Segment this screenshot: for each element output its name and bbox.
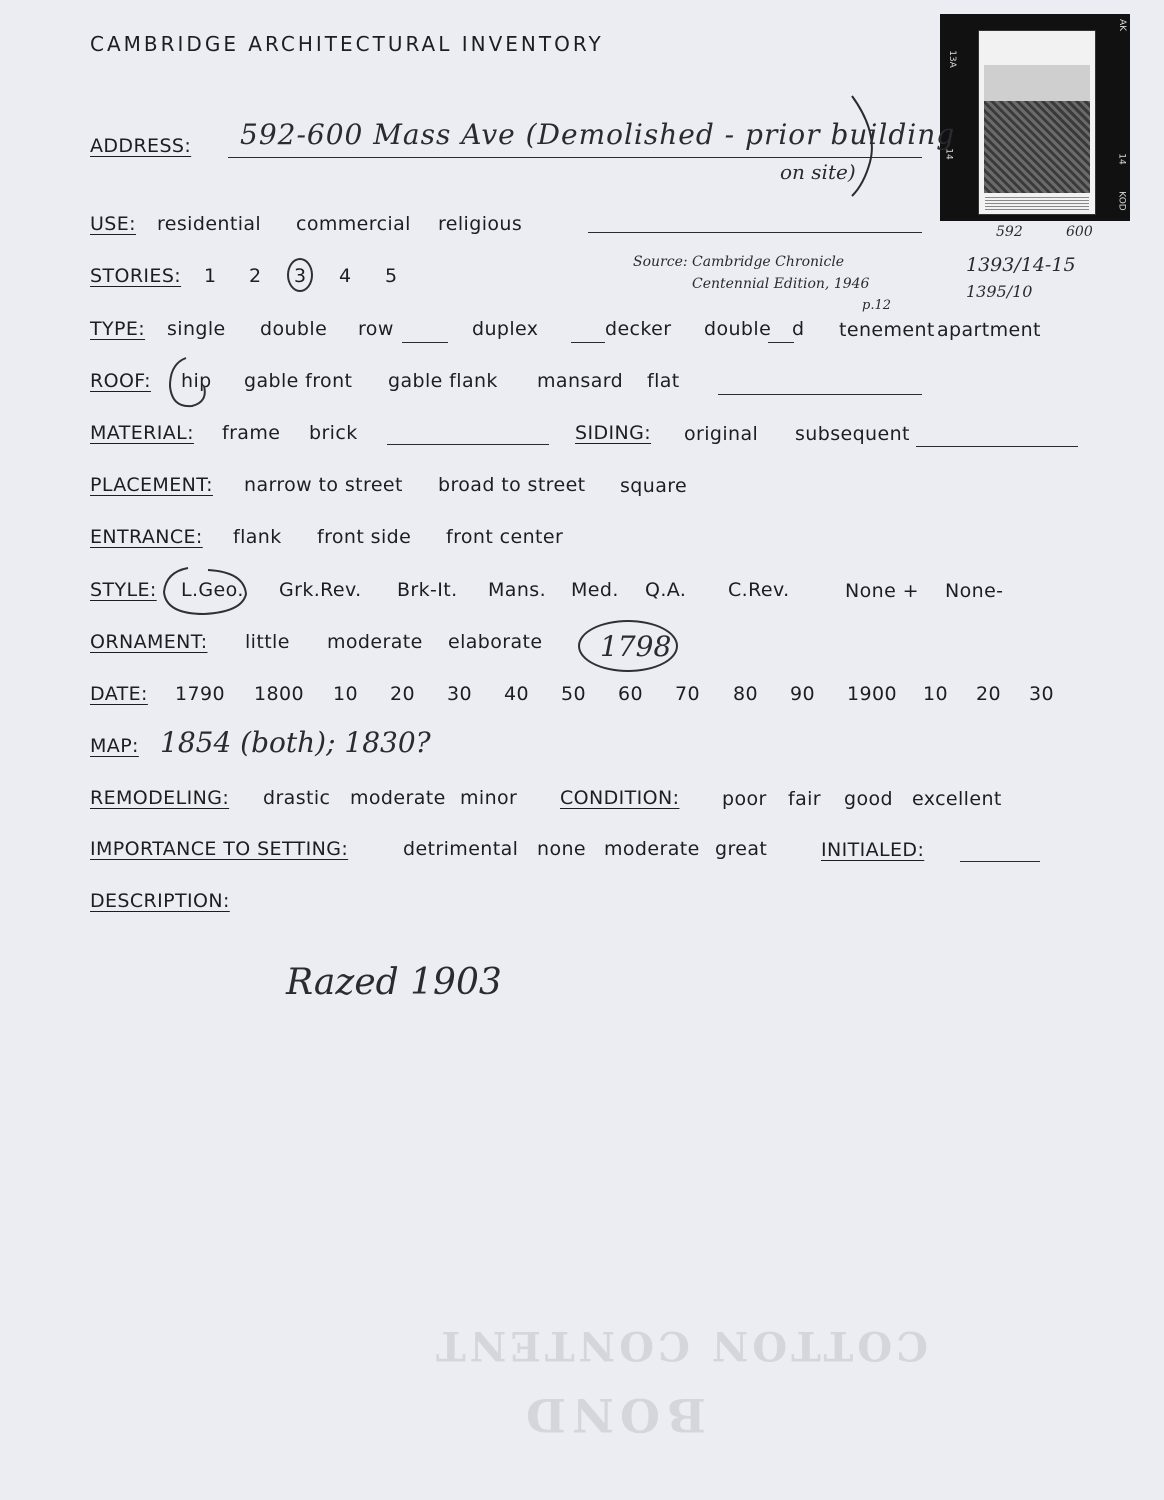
entrance-option-front-center: front center	[446, 526, 564, 548]
siding-label: SIDING:	[575, 422, 652, 444]
condition-option-poor: poor	[722, 788, 767, 810]
entrance-option-front-side: front side	[317, 526, 412, 548]
initialed-blank-line	[960, 861, 1040, 862]
address-bracket-icon	[848, 92, 884, 200]
type-label: TYPE:	[90, 318, 146, 340]
description-label: DESCRIPTION:	[90, 890, 230, 912]
date-option-80: 80	[733, 683, 758, 705]
address-label: ADDRESS:	[90, 135, 192, 157]
type-row-blank	[402, 342, 448, 343]
address-line	[228, 157, 922, 158]
stories-selected-circle	[287, 258, 313, 292]
style-option-crev: C.Rev.	[728, 579, 790, 601]
roof-selected-circle	[164, 354, 214, 412]
stories-option-5: 5	[385, 265, 398, 287]
film-photo	[940, 14, 1130, 221]
stories-label: STORIES:	[90, 265, 182, 287]
roof-option-flat: flat	[647, 370, 680, 392]
address-value-cont: on site)	[780, 160, 856, 184]
placement-label: PLACEMENT:	[90, 474, 213, 496]
placement-option-broad: broad to street	[438, 474, 586, 496]
style-option-qa: Q.A.	[645, 579, 687, 601]
remodeling-option-minor: minor	[460, 787, 518, 809]
use-label: USE:	[90, 213, 136, 235]
film-edge-number: 14	[943, 148, 954, 160]
date-option-30: 30	[447, 683, 472, 705]
type-option-tenement: tenement	[839, 319, 935, 341]
remodeling-option-drastic: drastic	[263, 787, 331, 809]
film-edge-number-right: 14	[1116, 153, 1127, 165]
placement-option-square: square	[620, 475, 688, 497]
description-value: Razed 1903	[286, 962, 502, 1003]
ornament-option-little: little	[245, 631, 290, 653]
importance-option-great: great	[715, 838, 768, 860]
importance-option-none: none	[537, 838, 586, 860]
ornament-option-moderate: moderate	[327, 631, 423, 653]
stories-option-3: 3	[294, 265, 307, 287]
roof-option-gable-flank: gable flank	[388, 370, 498, 392]
use-option-religious: religious	[438, 213, 523, 235]
type-option-double: double	[260, 318, 328, 340]
date-option-1900: 1900	[847, 683, 897, 705]
style-label: STYLE:	[90, 579, 157, 601]
photo-print	[978, 30, 1096, 215]
map-value: 1854 (both); 1830?	[160, 726, 431, 759]
date-option-1920: 20	[976, 683, 1001, 705]
roof-blank-line	[718, 394, 922, 395]
importance-option-moderate: moderate	[604, 838, 700, 860]
condition-option-good: good	[844, 788, 893, 810]
remodeling-option-moderate: moderate	[350, 787, 446, 809]
type-option-apartment: apartment	[937, 319, 1041, 341]
style-option-lgeo: L.Geo.	[181, 579, 244, 601]
use-option-residential: residential	[157, 213, 262, 235]
type-option-row: row	[358, 318, 394, 340]
date-option-40: 40	[504, 683, 529, 705]
material-option-frame: frame	[222, 422, 281, 444]
type-option-duplex: duplex	[472, 318, 539, 340]
style-option-mans: Mans.	[488, 579, 547, 601]
source-note-line3: p.12	[862, 298, 891, 313]
use-blank-line	[588, 232, 922, 233]
style-option-none-plus: None +	[845, 580, 919, 602]
type-option-single: single	[167, 318, 226, 340]
film-edge-kodak: KOD	[1116, 191, 1127, 211]
photo-ref-1: 1393/14-15	[966, 254, 1076, 276]
roof-label: ROOF:	[90, 370, 151, 392]
address-value: 592-600 Mass Ave (Demolished - prior building	[240, 118, 956, 151]
style-option-none-minus: None-	[945, 580, 1004, 602]
photo-label-592: 592	[996, 224, 1023, 240]
importance-label: IMPORTANCE TO SETTING:	[90, 838, 349, 860]
style-option-grkrev: Grk.Rev.	[279, 579, 362, 601]
material-label: MATERIAL:	[90, 422, 194, 444]
siding-option-subsequent: subsequent	[795, 423, 910, 445]
roof-option-hip: hip	[181, 370, 212, 392]
date-option-50: 50	[561, 683, 586, 705]
map-label: MAP:	[90, 735, 139, 757]
condition-option-fair: fair	[788, 788, 822, 810]
remodeling-label: REMODELING:	[90, 787, 230, 809]
date-option-70: 70	[675, 683, 700, 705]
roof-option-gable-front: gable front	[244, 370, 353, 392]
use-option-commercial: commercial	[296, 213, 411, 235]
street-photo-image	[984, 65, 1090, 193]
entrance-option-flank: flank	[233, 526, 282, 548]
style-selected-circle	[158, 562, 254, 620]
condition-option-excellent: excellent	[912, 788, 1002, 810]
type-decker-blank	[571, 342, 605, 343]
photo-label-600: 600	[1066, 224, 1093, 240]
date-option-1930: 30	[1029, 683, 1054, 705]
source-note-line2: Centennial Edition, 1946	[692, 276, 870, 292]
ornament-option-elaborate: elaborate	[448, 631, 543, 653]
condition-label: CONDITION:	[560, 787, 680, 809]
siding-option-original: original	[684, 423, 759, 445]
date-option-1790: 1790	[175, 683, 225, 705]
source-note-line1: Source: Cambridge Chronicle	[633, 254, 845, 270]
importance-option-detrimental: detrimental	[403, 838, 519, 860]
date-option-90: 90	[790, 683, 815, 705]
material-option-brick: brick	[309, 422, 358, 444]
type-option-decker: decker	[605, 318, 672, 340]
type-option-d: d	[792, 318, 805, 340]
date-label: DATE:	[90, 683, 148, 705]
ornament-note-date: 1798	[600, 630, 672, 663]
roof-option-mansard: mansard	[537, 370, 624, 392]
type-option-double-d: double	[704, 318, 772, 340]
style-option-med: Med.	[571, 579, 619, 601]
film-edge-label-right: AK	[1117, 18, 1128, 32]
watermark-line2: BOND	[520, 1388, 706, 1442]
form-title: CAMBRIDGE ARCHITECTURAL INVENTORY	[90, 32, 604, 56]
initialed-label: INITIALED:	[821, 839, 925, 861]
photo-caption-lines	[985, 197, 1089, 211]
placement-option-narrow: narrow to street	[244, 474, 403, 496]
date-option-20: 20	[390, 683, 415, 705]
photo-ref-2: 1395/10	[966, 282, 1033, 301]
watermark-line1: COTTON CONTENT	[432, 1322, 928, 1369]
material-blank-line	[387, 444, 549, 445]
date-option-60: 60	[618, 683, 643, 705]
siding-blank-line	[916, 446, 1078, 447]
date-option-10: 10	[333, 683, 358, 705]
type-double-d-blank	[768, 342, 794, 343]
ornament-label: ORNAMENT:	[90, 631, 208, 653]
film-edge-label: 13A	[946, 50, 957, 68]
stories-option-2: 2	[249, 265, 262, 287]
date-option-1910: 10	[923, 683, 948, 705]
date-option-1800: 1800	[254, 683, 304, 705]
stories-option-1: 1	[204, 265, 217, 287]
stories-option-4: 4	[339, 265, 352, 287]
entrance-label: ENTRANCE:	[90, 526, 203, 548]
style-option-brkit: Brk-It.	[397, 579, 458, 601]
